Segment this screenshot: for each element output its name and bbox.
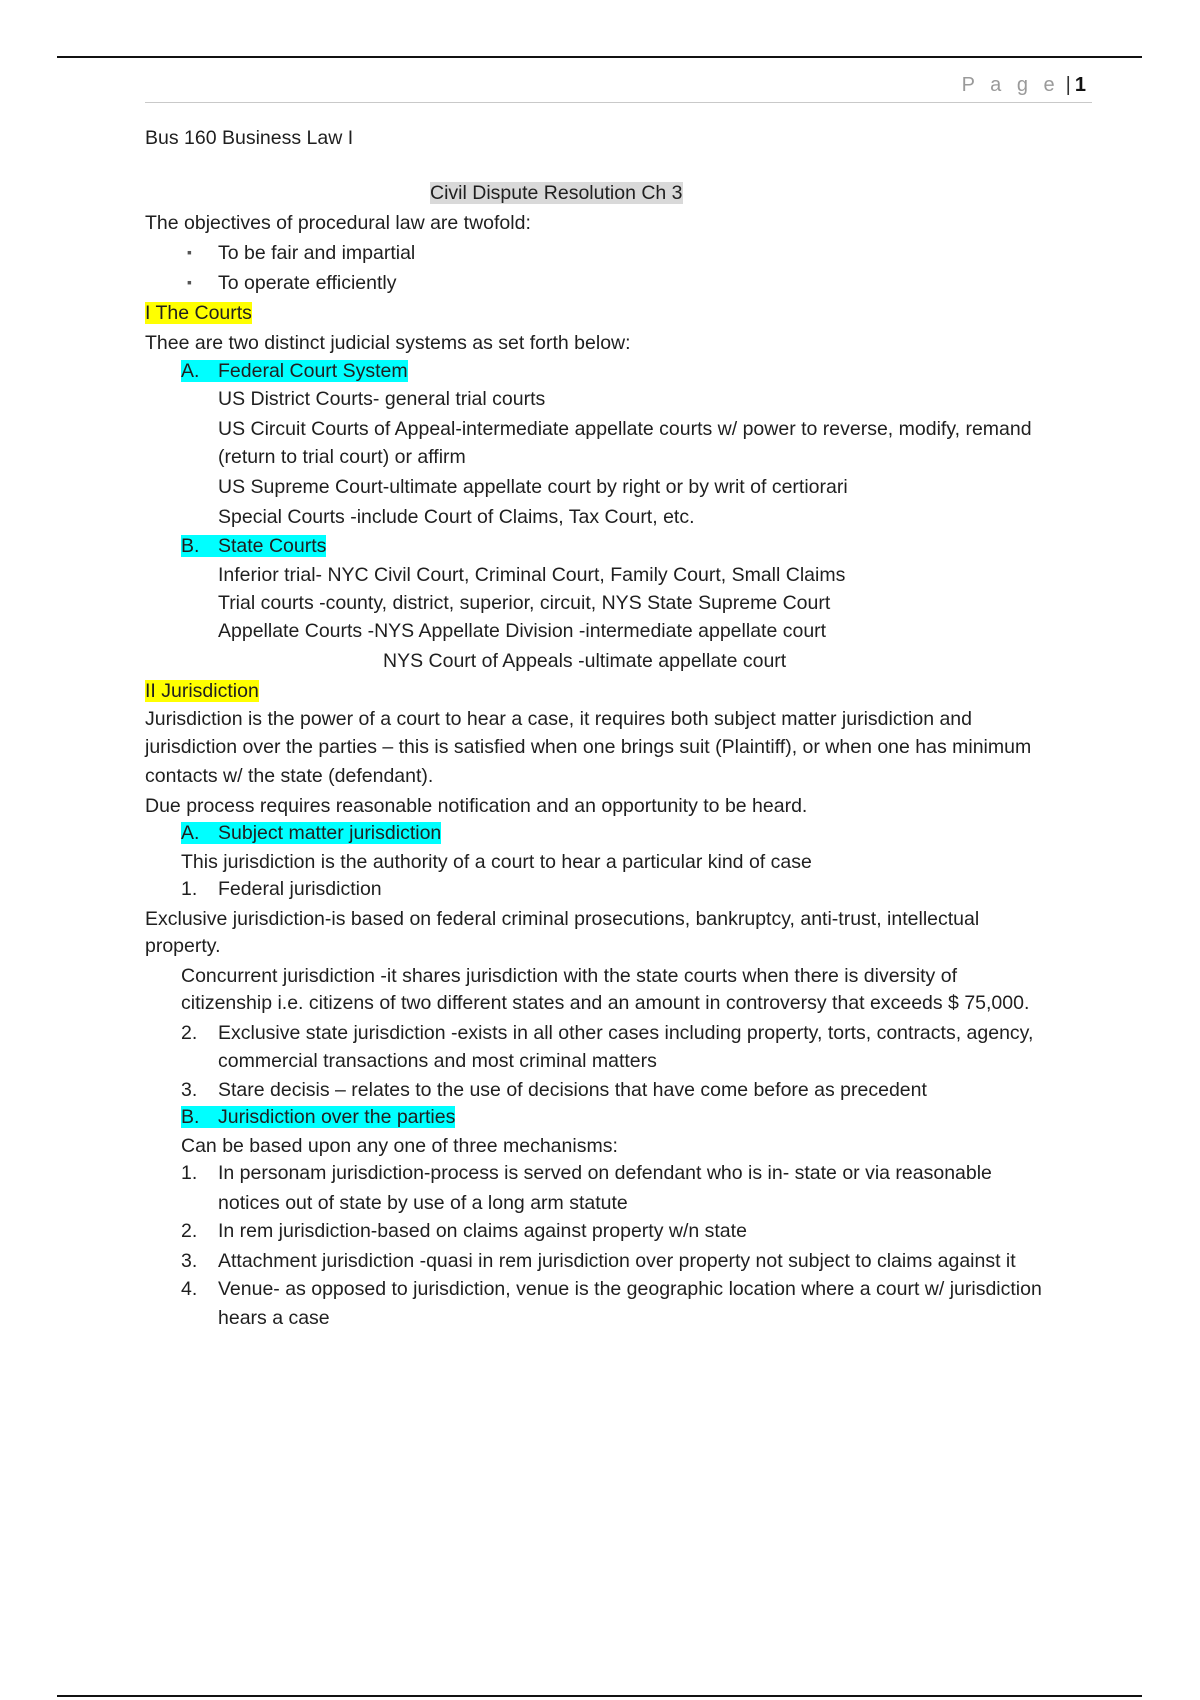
state-court-item: Trial courts -county, district, superior, circuit, NYS State Supreme Court xyxy=(218,592,831,614)
numbered-item: 2. Exclusive state jurisdiction -exists in all other cases including property, torts, contracts, agency, xyxy=(181,1022,1034,1044)
concurrent-jurisdiction-text: Concurrent jurisdiction -it shares jurisdiction with the state courts when there is diversity of xyxy=(181,965,957,987)
courts-intro: Thee are two distinct judicial systems as set forth below: xyxy=(145,332,631,354)
federal-court-item: US Circuit Courts of Appeal-intermediate appellate courts w/ power to reverse, modify, remand xyxy=(218,418,1032,440)
page-number-label xyxy=(962,74,1086,97)
top-rule xyxy=(57,56,1142,58)
numbered-item: 1. Federal jurisdiction xyxy=(181,878,382,900)
numbered-item: 4. Venue- as opposed to jurisdiction, venue is the geographic location where a court w/ jurisdiction xyxy=(181,1278,1042,1300)
jurisdiction-paragraph: Jurisdiction is the power of a court to hear a case, it requires both subject matter jurisdiction and xyxy=(145,708,972,730)
jurisdiction-paragraph: contacts w/ the state (defendant). xyxy=(145,765,434,787)
numbered-item: 3. Attachment jurisdiction -quasi in rem jurisdiction over property not subject to claims against it xyxy=(181,1250,1016,1272)
intro-text: The objectives of procedural law are twofold: xyxy=(145,212,531,234)
page-word: P a g e xyxy=(961,74,1060,96)
state-court-item: Inferior trial- NYC Civil Court, Criminal Court, Family Court, Small Claims xyxy=(218,564,846,586)
page-number: 1 xyxy=(1074,74,1086,96)
exclusive-jurisdiction-text: Exclusive jurisdiction-is based on federal criminal prosecutions, bankruptcy, anti-trust, intellectual xyxy=(145,908,980,930)
objective-item: To be fair and impartial xyxy=(218,242,416,264)
subject-matter-intro: This jurisdiction is the authority of a court to hear a particular kind of case xyxy=(181,851,812,873)
bottom-rule xyxy=(57,1695,1142,1697)
numbered-item: 1. In personam jurisdiction-process is served on defendant who is in- state or via reasonable xyxy=(181,1162,992,1184)
section-heading-courts: I The Courts xyxy=(145,302,252,324)
numbered-item-continuation: commercial transactions and most criminal matters xyxy=(218,1050,657,1072)
federal-court-item: US District Courts- general trial courts xyxy=(218,388,546,410)
subheading-jurisdiction-parties: B. Jurisdiction over the parties xyxy=(181,1106,456,1128)
concurrent-jurisdiction-text: citizenship i.e. citizens of two different states and an amount in controversy that exceeds $ 75,000. xyxy=(181,992,1030,1014)
state-court-item: NYS Court of Appeals -ultimate appellate court xyxy=(383,650,787,672)
exclusive-jurisdiction-text: property. xyxy=(145,935,221,957)
bullet-icon: ▪ xyxy=(187,274,192,290)
numbered-item: 2. In rem jurisdiction-based on claims against property w/n state xyxy=(181,1220,747,1242)
numbered-item: 3. Stare decisis – relates to the use of decisions that have come before as precedent xyxy=(181,1079,927,1101)
jurisdiction-paragraph: jurisdiction over the parties – this is satisfied when one brings suit (Plaintiff), or when one has minimum xyxy=(145,736,1032,758)
subheading-subject-matter: A. Subject matter jurisdiction xyxy=(181,822,442,844)
numbered-item-continuation: hears a case xyxy=(218,1307,330,1329)
numbered-item-continuation: notices out of state by use of a long arm statute xyxy=(218,1192,628,1214)
parties-intro: Can be based upon any one of three mechanisms: xyxy=(181,1135,618,1157)
page-separator: | xyxy=(1065,74,1071,96)
course-title: Bus 160 Business Law I xyxy=(145,127,354,149)
federal-court-item: Special Courts -include Court of Claims, Tax Court, etc. xyxy=(218,506,695,528)
document-title: Civil Dispute Resolution Ch 3 xyxy=(430,182,683,204)
state-court-item: Appellate Courts -NYS Appellate Division -intermediate appellate court xyxy=(218,620,827,642)
page-header xyxy=(145,70,1092,103)
subheading-federal-courts: A. Federal Court System xyxy=(181,360,408,382)
federal-court-item: US Supreme Court-ultimate appellate court by right or by writ of certiorari xyxy=(218,476,848,498)
section-heading-jurisdiction: II Jurisdiction xyxy=(145,680,259,702)
objective-item: To operate efficiently xyxy=(218,272,397,294)
subheading-state-courts: B. State Courts xyxy=(181,535,327,557)
due-process-text: Due process requires reasonable notification and an opportunity to be heard. xyxy=(145,795,808,817)
bullet-icon: ▪ xyxy=(187,244,192,260)
federal-court-item: (return to trial court) or affirm xyxy=(218,446,466,468)
